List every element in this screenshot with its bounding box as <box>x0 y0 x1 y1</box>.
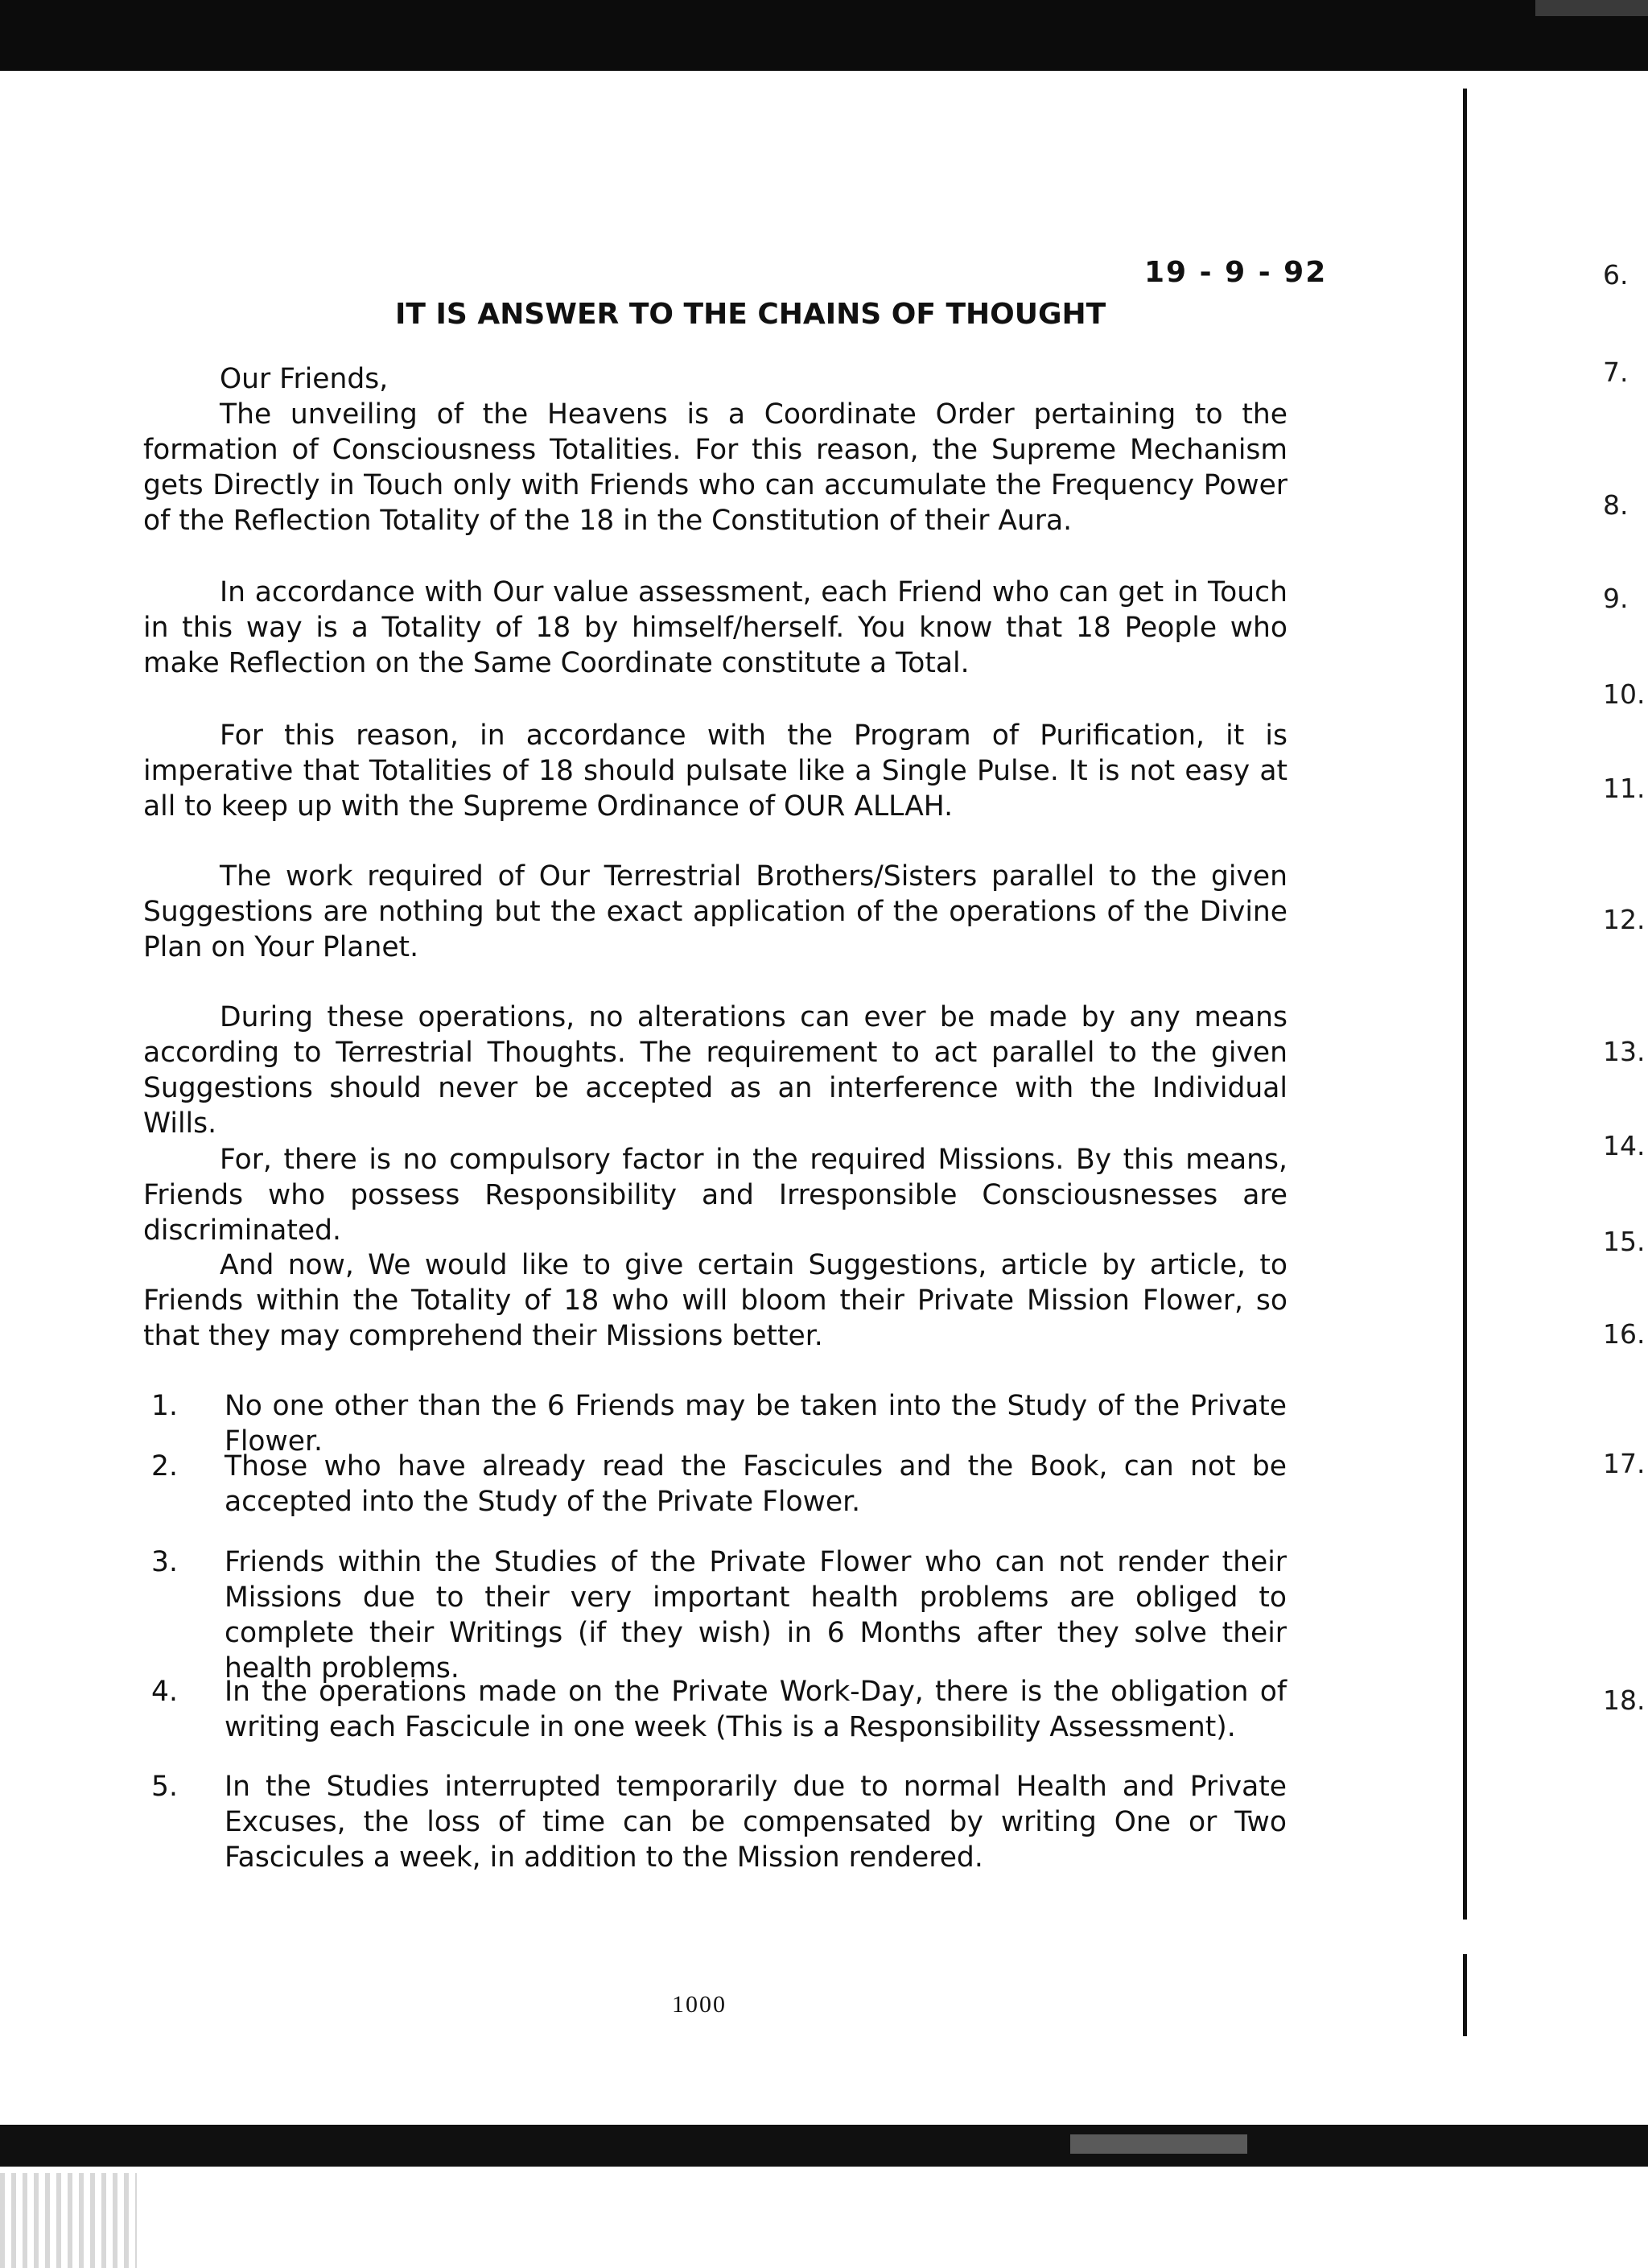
paragraph: The work required of Our Terrestrial Brothers/Sisters parallel to the given Suggestions are nothing but the exact application of the operations of the Divine Plan on Your Planet. <box>143 860 1288 963</box>
margin-number: 15. <box>1603 1226 1646 1257</box>
article-text: In the operations made on the Private Work-Day, there is the obligation of writing each Fascicule in one week (This is a Responsibility Assessment). <box>225 1676 1287 1743</box>
margin-number: 10. <box>1603 678 1646 710</box>
article-number: 1. <box>151 1390 178 1422</box>
paragraph: And now, We would like to give certain Suggestions, article by article, to Friends within the Totality of 18 who will bloom their Private Mission Flower, so that they may comprehend their Missions better. <box>143 1249 1288 1352</box>
margin-number: 14. <box>1603 1130 1646 1161</box>
letter-date: 19 - 9 - 92 <box>1144 256 1328 289</box>
margin-number: 17. <box>1603 1448 1646 1479</box>
greeting-text: Our Friends, <box>220 363 389 395</box>
paragraph: The unveiling of the Heavens is a Coordinate Order pertaining to the formation of Consciousness Totalities. For this reason, the Supreme Mechanism gets Directly in Touch only with Friends who can accumulate the Frequency Power of the Reflection Totality of the 18 in the Constitution of their Aura. <box>143 398 1288 537</box>
article-text: No one other than the 6 Friends may be taken into the Study of the Private Flower. <box>225 1390 1287 1458</box>
paragraph: In accordance with Our value assessment, each Friend who can get in Touch in this way is a Totality of 18 by himself/herself. You know that 18 People who make Reflection on the Same Coordinate constitute a Total. <box>143 576 1288 679</box>
binding-edge-gap <box>1460 1930 1471 1954</box>
paragraph: During these operations, no alterations can ever be made by any means according to Terrestrial Thoughts. The requirement to act parallel to the given Suggestions should never be accepted as an interference with the Individual Wills. <box>143 1001 1288 1140</box>
article-text: Friends within the Studies of the Private Flower who can not render their Missions due to their very important health problems are obliged to complete their Writings (if they wish) in 6 Months after they solve their health problems. <box>225 1546 1287 1685</box>
margin-number: 11. <box>1603 773 1646 804</box>
article-number: 2. <box>151 1450 178 1482</box>
margin-number: 6. <box>1603 259 1629 291</box>
greeting <box>143 361 1288 538</box>
paragraph: For, there is no compulsory factor in the required Missions. By this means, Friends who possess Responsibility and Irresponsible Consciousnesses are discriminated. <box>143 1144 1288 1247</box>
margin-number: 16. <box>1603 1318 1646 1350</box>
page-number: 1000 <box>672 1991 727 2018</box>
page-binding-edge <box>1463 89 1467 2036</box>
margin-number: 7. <box>1603 357 1629 388</box>
scan-bottom-border-highlight <box>1070 2134 1247 2154</box>
margin-number: 13. <box>1603 1036 1646 1067</box>
margin-number: 18. <box>1603 1685 1646 1716</box>
scan-top-border-edge <box>1535 0 1648 16</box>
margin-number: 8. <box>1603 489 1629 521</box>
scan-artifact <box>0 2173 137 2268</box>
article-number: 5. <box>151 1771 178 1803</box>
scan-bottom-border <box>0 2125 1648 2167</box>
article-number: 3. <box>151 1546 178 1578</box>
paragraph: For this reason, in accordance with the Program of Purification, it is imperative that Totalities of 18 should pulsate like a Single Pulse. It is not easy at all to keep up with the Supreme Ordinance of OUR ALLAH. <box>143 720 1288 823</box>
page-title: IT IS ANSWER TO THE CHAINS OF THOUGHT <box>395 298 1106 331</box>
margin-number: 12. <box>1603 904 1646 935</box>
margin-number: 9. <box>1603 583 1629 614</box>
article-number: 4. <box>151 1676 178 1708</box>
article-text: Those who have already read the Fascicules and the Book, can not be accepted into the Study of the Private Flower. <box>225 1450 1287 1518</box>
article-text: In the Studies interrupted temporarily due to normal Health and Private Excuses, the loss of time can be compensated by writing One or Two Fascicules a week, in addition to the Mission rendered. <box>225 1771 1287 1874</box>
scan-top-border <box>0 0 1648 71</box>
